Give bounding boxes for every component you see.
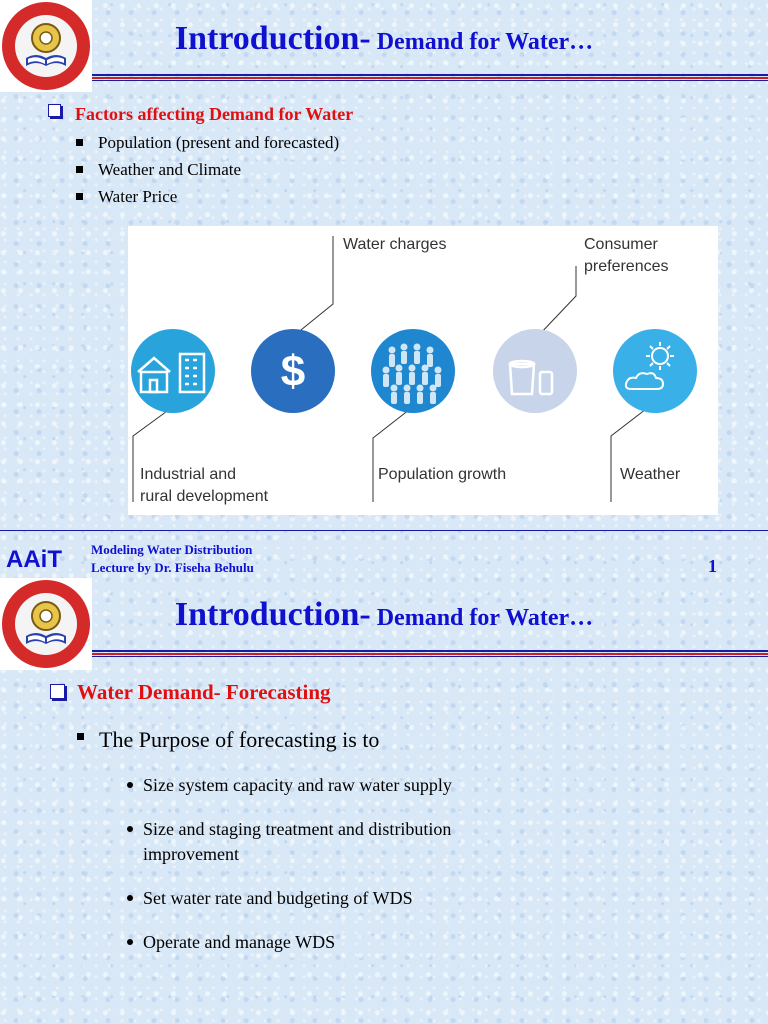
checkbox-bullet-icon: [48, 104, 61, 117]
forecast-item: Operate and manage WDS: [143, 932, 336, 952]
consumer-preferences-line-1: Consumer: [584, 236, 658, 253]
dollar-icon: [250, 328, 336, 414]
bullet-item: Weather and Climate: [98, 160, 242, 179]
section-heading: Water Demand- Forecasting: [77, 680, 331, 704]
title-sub: Demand for Water…: [370, 29, 594, 55]
water-charges-label: Water charges: [343, 236, 447, 253]
sun-cloud-icon: [612, 328, 698, 414]
footer-lecturer: Lecture by Dr. Fiseha Behulu: [91, 560, 254, 575]
section-heading: Factors affecting Demand for Water: [75, 104, 354, 124]
population-growth-label: Population growth: [378, 466, 507, 483]
buildings-icon: [130, 328, 216, 414]
consumer-preferences-line-2: preferences: [584, 258, 669, 275]
demand-factors-figure: [128, 226, 718, 515]
slide-title: [0, 20, 768, 58]
slide-title: [0, 596, 768, 634]
forecast-item-continued: improvement: [143, 844, 239, 864]
round-bullet-icon: [127, 782, 133, 788]
footer-brand: AAiT: [6, 546, 62, 573]
page-number: 1: [708, 556, 717, 576]
cups-icon: [492, 328, 578, 414]
slide-footer: [0, 532, 768, 582]
bullet-item: Population (present and forecasted): [98, 133, 340, 152]
round-bullet-icon: [127, 826, 133, 832]
round-bullet-icon: [127, 895, 133, 901]
footer-course: Modeling Water Distribution: [91, 542, 253, 557]
slide-2: [0, 576, 768, 1024]
people-icon: [370, 328, 456, 414]
weather-label: Weather: [620, 466, 681, 483]
square-bullet-icon: [76, 139, 83, 146]
round-bullet-icon: [127, 939, 133, 945]
industrial-label: [140, 464, 268, 508]
title-rule: [92, 74, 768, 81]
square-bullet-icon: [77, 733, 84, 740]
footer-rule: [0, 530, 768, 531]
title-main: Introduction-: [174, 20, 371, 57]
forecast-item: Set water rate and budgeting of WDS: [143, 888, 413, 908]
title-main: Introduction-: [174, 596, 371, 633]
lead-text: The Purpose of forecasting is to: [99, 727, 380, 752]
industrial-line-2: rural development: [140, 488, 269, 505]
checkbox-bullet-icon: [50, 684, 65, 699]
bullet-item: Water Price: [98, 187, 178, 206]
square-bullet-icon: [76, 193, 83, 200]
title-rule: [92, 650, 768, 657]
title-sub: Demand for Water…: [370, 605, 594, 631]
svg-text:$: $: [280, 347, 306, 396]
forecast-item: Size and staging treatment and distribution: [143, 819, 452, 839]
forecast-item: Size system capacity and raw water supply: [143, 775, 452, 795]
industrial-line-1: Industrial and: [140, 466, 237, 483]
consumer-preferences-label: [584, 234, 669, 278]
square-bullet-icon: [76, 166, 83, 173]
